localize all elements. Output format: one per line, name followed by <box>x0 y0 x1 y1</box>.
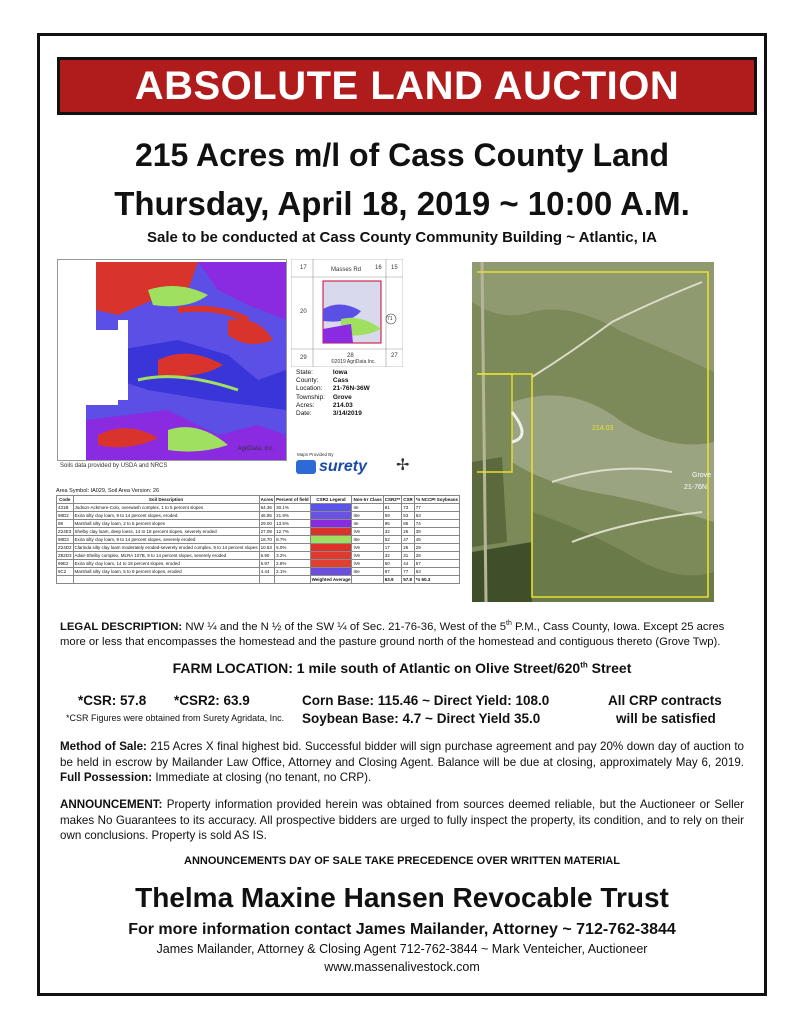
soil-cell: Adair-Shelby complex, MLRA 107B, 9 to 14 percent slopes, severely eroded <box>73 552 259 560</box>
soil-cell: 12.7% <box>275 528 311 536</box>
soil-col-header: Code <box>57 496 74 504</box>
method-text: 215 Acres X final highest bid. Successful bidder will sign purchase agreement and pay 20% down day of auction to be held in escrow by Mailander Law Office, Attorney and Closing Agent. Balance will be due at closing, approximately May 6, 2019. <box>60 740 744 769</box>
soil-cell: Shelby clay loam, deep loess, 14 to 18 percent slopes, severely eroded <box>73 528 259 536</box>
locator-copyright: ©2019 AgriData Inc. <box>331 359 376 365</box>
soil-cell: 2.1% <box>275 568 311 576</box>
soil-cell: 28 <box>414 552 459 560</box>
aerial-photo <box>472 262 714 602</box>
soil-legend-swatch <box>310 560 352 568</box>
soil-col-header: Non-Irr Class <box>353 497 382 502</box>
table-row <box>57 552 460 560</box>
soil-footer-cell <box>275 576 311 584</box>
aerial-acres-label: 214.03 <box>592 425 614 432</box>
legal-text2: P.M., Cass County, Iowa. Except 25 acres more or less that encompasses the homestead and the pasture ground north of the homestead and contiguous thereto (Grove Twp). <box>60 620 725 648</box>
csr2-value: *CSR2: 63.9 <box>174 693 250 708</box>
provided-by: Maps Provided By <box>297 452 334 457</box>
soil-cell: 26 <box>402 544 415 552</box>
soil-cell: 29 <box>414 544 459 552</box>
info-key: Location: <box>296 385 323 393</box>
legal-sup: th <box>506 620 512 627</box>
locator-map <box>291 259 406 369</box>
table-row <box>57 560 460 568</box>
soil-cell: IIIe <box>352 512 383 520</box>
soil-table-header: Area Symbol: IA029, Soil Area Version: 26 <box>56 488 160 494</box>
soil-map-source: Soils data provided by USDA and NRCS <box>60 463 168 469</box>
soil-cell: 6.90 <box>259 552 275 560</box>
soil-legend-swatch <box>310 568 352 576</box>
announcement-text: Property information provided herein was obtained from sources deemed reliable, but the Auctioneer or Seller makes No Guarantees to its accuracy. All prospective bidders are urged to fully inspect the property, its condition, and to rely on their own conclusions. Property is sold AS IS. <box>60 798 744 842</box>
soil-cell: Marshall silty clay loam, 2 to 5 percent slopes <box>73 520 259 528</box>
legal-label: LEGAL DESCRIPTION: <box>60 620 183 633</box>
soil-cell: 30.1% <box>275 504 311 512</box>
soil-cell: 5.97 <box>259 560 275 568</box>
soil-cell: IIIe <box>352 536 383 544</box>
soil-cell: Exira silty clay loam, 9 to 14 percent slopes, severely eroded <box>73 536 259 544</box>
farm-location-sup: th <box>580 660 588 670</box>
soil-cell: Z24D2 <box>58 545 72 550</box>
soil-cell: 13.5% <box>275 520 311 528</box>
soil-cell: 98 <box>57 520 74 528</box>
corn-base: Corn Base: 115.46 ~ Direct Yield: 108.0 <box>302 693 550 708</box>
soil-cell: 18.70 <box>259 536 275 544</box>
soil-legend-swatch <box>310 504 352 512</box>
possession-text: Immediate at closing (no tenant, no CRP). <box>155 771 372 784</box>
table-row <box>57 544 460 552</box>
contact-main: For more information contact James Mailander, Attorney ~ 712-762-3844 <box>128 921 676 938</box>
soil-cell: 77 <box>402 568 415 576</box>
announcement-label: ANNOUNCEMENT: <box>60 798 163 811</box>
soil-footer-cell <box>73 576 259 584</box>
info-value: 21-76N-36W <box>332 385 370 393</box>
soil-footer-cell: 63.9 <box>383 576 402 584</box>
locator-sec-16: 16 <box>375 265 382 271</box>
locator-sec-28: 28 <box>347 353 354 359</box>
soil-col-header: CSR2 Legend <box>310 496 352 504</box>
aerial-loc-label: 21-76N <box>684 484 707 491</box>
compass-icon: ✢ <box>396 457 410 474</box>
soil-cell: Z82D3 <box>58 553 72 558</box>
soil-cell: Z24E3 <box>58 529 72 534</box>
method-of-sale <box>60 739 744 786</box>
soil-legend-swatch <box>310 552 352 560</box>
method-label: Method of Sale: <box>60 740 147 753</box>
csr-value: *CSR: 57.8 <box>78 693 147 708</box>
soil-table <box>56 488 459 584</box>
crp-line1: All CRP contracts <box>608 693 722 708</box>
soil-table-grid <box>56 495 460 584</box>
soil-cell: 63 <box>414 568 459 576</box>
table-row <box>57 528 460 536</box>
banner-title: ABSOLUTE LAND AUCTION <box>134 63 680 108</box>
announcement <box>60 797 744 844</box>
soil-cell: Exira silty clay loam, 9 to 14 percent slopes, eroded <box>73 512 259 520</box>
soil-cell: 73 <box>402 504 415 512</box>
acres-headline: 215 Acres m/l of Cass County Land <box>134 137 670 173</box>
soil-cell: IVe <box>352 552 383 560</box>
soil-cell: 21.9% <box>275 512 311 520</box>
legal-text1: NW ¼ and the N ½ of the SW ¼ of Sec. 21-76-36, West of the 5 <box>185 620 506 633</box>
aerial-twp-label: Grove <box>692 472 712 479</box>
locator-graphic <box>291 259 403 367</box>
soil-cell: 53 <box>402 512 415 520</box>
soil-footer-cell <box>352 576 383 584</box>
soil-footer-cell <box>259 576 275 584</box>
aerial-graphic <box>472 262 714 602</box>
soil-cell: IVe <box>352 544 383 552</box>
soil-col-header: Acres <box>260 497 274 502</box>
table-row <box>57 512 460 520</box>
soil-legend-swatch <box>310 528 352 536</box>
info-key: Date: <box>296 410 312 418</box>
soil-cell: Marshall silty clay loam, 5 to 9 percent slopes, eroded <box>73 568 259 576</box>
info-value: 3/14/2019 <box>332 410 362 418</box>
farm-location-label: FARM LOCATION: <box>172 660 293 676</box>
soil-cell: 10.63 <box>259 544 275 552</box>
soil-cell: IIe <box>352 520 383 528</box>
soil-col-header: CSR <box>403 497 413 502</box>
soil-cell: 9C2 <box>57 568 74 576</box>
surety-logo <box>296 458 367 476</box>
soybean-base: Soybean Base: 4.7 ~ Direct Yield 35.0 <box>302 711 541 726</box>
soil-footer-cell: Weighted Average <box>311 577 351 582</box>
locator-highway: 71 <box>387 316 393 322</box>
locator-sec-27: 27 <box>391 353 398 359</box>
soil-cell: 63 <box>414 512 459 520</box>
soil-cell: Judson-Ackmore-Colo, overwash complex, 1 to 5 percent slopes <box>73 504 259 512</box>
soil-cell: 47 <box>402 536 415 544</box>
soil-cell: IIe <box>352 504 383 512</box>
soil-cell: 44 <box>402 560 415 568</box>
soil-cell: 59 <box>383 512 402 520</box>
soil-col-header: *n NCCPI Soybeans <box>415 497 459 502</box>
locator-sec-15: 15 <box>391 265 398 271</box>
soil-cell: 4.44 <box>259 568 275 576</box>
soil-cell: 98D3 <box>57 536 74 544</box>
title-banner <box>57 57 757 115</box>
farm-location-text: 1 mile south of Atlantic on Olive Street/620 <box>296 660 581 676</box>
soil-cell: 77 <box>414 504 459 512</box>
soil-cell: 52 <box>383 536 402 544</box>
soil-cell: 74 <box>414 520 459 528</box>
soil-cell: 26 <box>402 528 415 536</box>
legal-description <box>60 616 744 650</box>
soil-cell: 50 <box>383 560 402 568</box>
soil-cell: Clarinda silty clay loam moderately eroded-severely eroded complex, 9 to 14 percent slopes <box>74 545 258 550</box>
soil-cell: IVe <box>352 528 383 536</box>
farm-location-text2: Street <box>587 660 632 676</box>
soil-legend-swatch <box>310 520 352 528</box>
locator-sec-29: 29 <box>300 355 307 361</box>
locator-sec-20: 20 <box>300 309 307 315</box>
farm-location <box>0 660 804 676</box>
table-row <box>57 504 460 512</box>
soil-footer-cell <box>57 576 74 584</box>
soil-cell: 95 <box>383 520 402 528</box>
soil-footer-cell: 57.8 <box>402 576 415 584</box>
info-key: State: <box>296 369 313 376</box>
info-value: Cass <box>332 377 349 385</box>
soil-cell: 99E2 <box>57 560 74 568</box>
soil-map <box>57 259 287 469</box>
soil-cell: 81 <box>383 504 402 512</box>
locator-info <box>296 369 406 418</box>
soil-map-credit: AgriData, Inc. <box>237 446 274 452</box>
table-row <box>57 520 460 528</box>
soil-cell: 87 <box>383 568 402 576</box>
info-value: 214.03 <box>332 401 353 409</box>
soil-col-header: Percent of field <box>276 497 309 502</box>
info-key: County: <box>296 377 319 385</box>
precedence-note: ANNOUNCEMENTS DAY OF SALE TAKE PRECEDENCE OVER WRITTEN MATERIAL <box>184 855 620 867</box>
soil-cell: 431B <box>57 504 74 512</box>
soil-cell: 27.08 <box>259 528 275 536</box>
soil-cell: 3.2% <box>275 552 311 560</box>
soil-cell: 2.8% <box>275 560 311 568</box>
soil-cell: 8.7% <box>275 536 311 544</box>
soil-cell: 5.0% <box>275 544 311 552</box>
soil-legend-swatch <box>310 544 352 552</box>
csr-note: *CSR Figures were obtained from Surety Agridata, Inc. <box>66 713 285 723</box>
table-row <box>57 536 460 544</box>
soil-map-graphic <box>58 260 286 460</box>
soil-cell: 57 <box>414 560 459 568</box>
info-value: Iowa <box>332 369 348 376</box>
soil-cell: 39 <box>414 528 459 536</box>
info-value: Grove <box>332 393 352 401</box>
soil-legend-swatch <box>310 536 352 544</box>
soil-cell: 29.00 <box>259 520 275 528</box>
locator-sec-17: 17 <box>300 265 307 271</box>
soil-col-header: Soil Description <box>73 496 259 504</box>
table-row <box>57 568 460 576</box>
soil-cell: Exira silty clay loam, 14 to 18 percent slopes, eroded <box>73 560 259 568</box>
soil-cell: 98D2 <box>57 512 74 520</box>
soil-footer-cell: *n 60.3 <box>414 576 459 584</box>
contact-sub: James Mailander, Attorney & Closing Agent 712-762-3844 ~ Mark Venteicher, Auctioneer <box>156 942 648 956</box>
trust-name: Thelma Maxine Hansen Revocable Trust <box>135 882 669 913</box>
info-key: Acres: <box>296 401 315 409</box>
soil-cell: 85 <box>402 520 415 528</box>
soil-cell: 32 <box>383 552 402 560</box>
soil-cell: 46.95 <box>259 512 275 520</box>
soil-cell: IVe <box>352 560 383 568</box>
date-headline: Thursday, April 18, 2019 ~ 10:00 A.M. <box>114 185 690 222</box>
soil-cell: IIIe <box>352 568 383 576</box>
locator-road: Masses Rd <box>331 267 362 273</box>
soil-cell: 32 <box>383 528 402 536</box>
venue-line: Sale to be conducted at Cass County Community Building ~ Atlantic, IA <box>147 229 657 246</box>
crp-line2: will be satisfied <box>616 711 716 726</box>
soil-footer-row <box>57 576 460 584</box>
possession-label: Full Possession: <box>60 771 153 784</box>
surety-logo-text: surety <box>319 458 368 475</box>
contact-website[interactable]: www.massenalivestock.com <box>324 960 480 974</box>
soil-cell: 45 <box>414 536 459 544</box>
surety-logo-icon <box>296 460 316 474</box>
soil-cell: 64.36 <box>259 504 275 512</box>
soil-cell: 17 <box>383 544 402 552</box>
soil-cell: 31 <box>402 552 415 560</box>
soil-col-header: CSR2** <box>384 497 401 502</box>
info-key: Township: <box>296 393 325 401</box>
soil-legend-swatch <box>310 512 352 520</box>
